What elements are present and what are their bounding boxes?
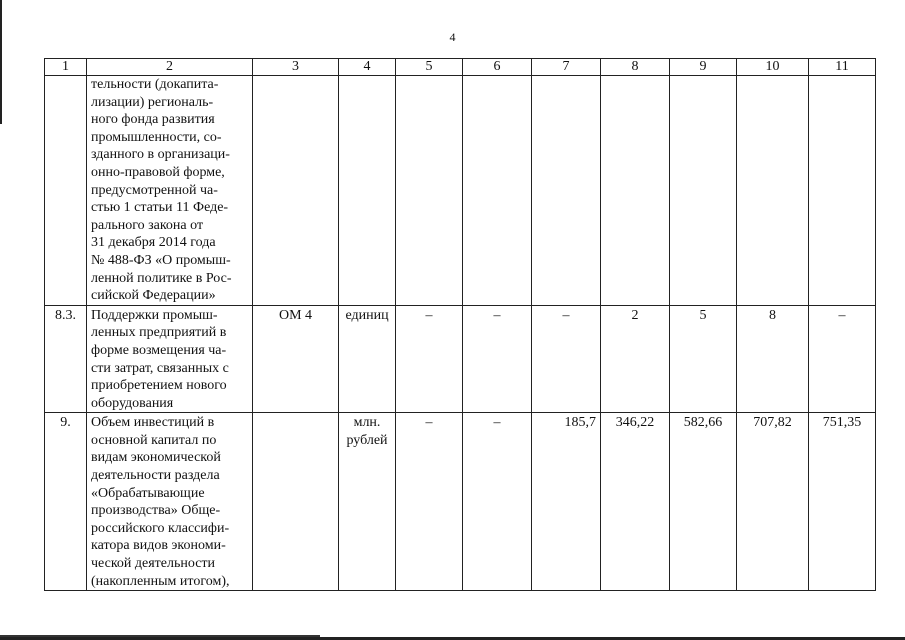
text-line: форме возмещения ча- bbox=[91, 342, 227, 358]
text-line: Поддержки промыш- bbox=[91, 307, 218, 323]
value-cell: – bbox=[463, 305, 532, 413]
text-line: основной капитал по bbox=[91, 432, 217, 448]
indicator-name-cell bbox=[87, 305, 253, 413]
value-cell: – bbox=[463, 413, 532, 591]
table-row bbox=[45, 76, 876, 306]
row-number-cell: 9. bbox=[45, 413, 87, 591]
scan-edge-left bbox=[0, 0, 2, 124]
unit-line: млн. bbox=[353, 415, 381, 431]
value-cell bbox=[463, 76, 532, 306]
text-line: катора видов экономи- bbox=[91, 538, 226, 554]
text-line: зданного в организаци- bbox=[91, 147, 230, 163]
value-cell: 5 bbox=[670, 305, 737, 413]
value-cell: – bbox=[396, 305, 463, 413]
text-line: оборудования bbox=[91, 395, 174, 411]
header-cell: 11 bbox=[809, 59, 876, 76]
text-line: «Обрабатывающие bbox=[91, 485, 205, 501]
text-line: онно-правовой форме, bbox=[91, 164, 225, 180]
value-cell bbox=[809, 76, 876, 306]
table-row bbox=[45, 413, 876, 591]
text-line: рального закона от bbox=[91, 217, 204, 233]
value-cell: 582,66 bbox=[670, 413, 737, 591]
text-line: тельности (докапита- bbox=[91, 77, 219, 92]
value-cell: 185,7 bbox=[532, 413, 601, 591]
text-line: предусмотренной ча- bbox=[91, 182, 218, 198]
value-cell bbox=[737, 76, 809, 306]
text-line: производства» Обще- bbox=[91, 503, 221, 519]
unit-line: рублей bbox=[346, 432, 388, 448]
text-line: сийской Федерации» bbox=[91, 288, 216, 304]
value-cell: – bbox=[396, 413, 463, 591]
header-cell: 3 bbox=[253, 59, 339, 76]
indicator-name-cell bbox=[87, 413, 253, 591]
header-cell: 7 bbox=[532, 59, 601, 76]
value-cell: 8 bbox=[737, 305, 809, 413]
value-cell: 346,22 bbox=[601, 413, 670, 591]
header-cell: 1 bbox=[45, 59, 87, 76]
text-line: приобретением нового bbox=[91, 378, 227, 394]
header-cell: 2 bbox=[87, 59, 253, 76]
text-line: 31 декабря 2014 года bbox=[91, 235, 216, 251]
text-line: деятельности раздела bbox=[91, 468, 220, 484]
unit-cell bbox=[339, 76, 396, 306]
header-cell: 8 bbox=[601, 59, 670, 76]
header-cell: 9 bbox=[670, 59, 737, 76]
row-number-cell: 8.3. bbox=[45, 305, 87, 413]
scan-edge-bottom-shadow bbox=[0, 635, 320, 637]
text-line: промышленности, со- bbox=[91, 129, 222, 145]
value-cell: – bbox=[809, 305, 876, 413]
value-cell bbox=[601, 76, 670, 306]
table-row bbox=[45, 305, 876, 413]
text-line: (накопленным итогом), bbox=[91, 573, 230, 589]
text-line: ленной политике в Рос- bbox=[91, 270, 232, 286]
text-line: ного фонда развития bbox=[91, 112, 215, 128]
row-number-cell bbox=[45, 76, 87, 306]
unit-cell bbox=[339, 305, 396, 413]
value-cell: – bbox=[532, 305, 601, 413]
text-line: видам экономической bbox=[91, 450, 221, 466]
text-line: ческой деятельности bbox=[91, 556, 216, 572]
text-line: № 488-ФЗ «О промыш- bbox=[91, 252, 231, 268]
value-cell bbox=[532, 76, 601, 306]
value-cell bbox=[396, 76, 463, 306]
unit-line: единиц bbox=[345, 307, 389, 323]
header-cell: 5 bbox=[396, 59, 463, 76]
header-cell: 4 bbox=[339, 59, 396, 76]
page-number: 4 bbox=[449, 30, 456, 44]
text-line: Объем инвестиций в bbox=[91, 415, 215, 431]
text-line: стью 1 статьи 11 Феде- bbox=[91, 200, 229, 216]
value-cell: 707,82 bbox=[737, 413, 809, 591]
source-cell bbox=[253, 413, 339, 591]
text-line: российского классифи- bbox=[91, 520, 230, 536]
indicator-table bbox=[44, 58, 876, 591]
source-cell: ОМ 4 bbox=[253, 305, 339, 413]
value-cell bbox=[670, 76, 737, 306]
value-cell: 751,35 bbox=[809, 413, 876, 591]
indicator-name-cell bbox=[87, 76, 253, 306]
header-cell: 6 bbox=[463, 59, 532, 76]
text-line: сти затрат, связанных с bbox=[91, 360, 229, 376]
table-header-row bbox=[45, 59, 876, 76]
source-cell bbox=[253, 76, 339, 306]
value-cell: 2 bbox=[601, 305, 670, 413]
text-line: ленных предприятий в bbox=[91, 325, 227, 341]
header-cell: 10 bbox=[737, 59, 809, 76]
text-line: лизации) региональ- bbox=[91, 94, 214, 110]
unit-cell bbox=[339, 413, 396, 591]
